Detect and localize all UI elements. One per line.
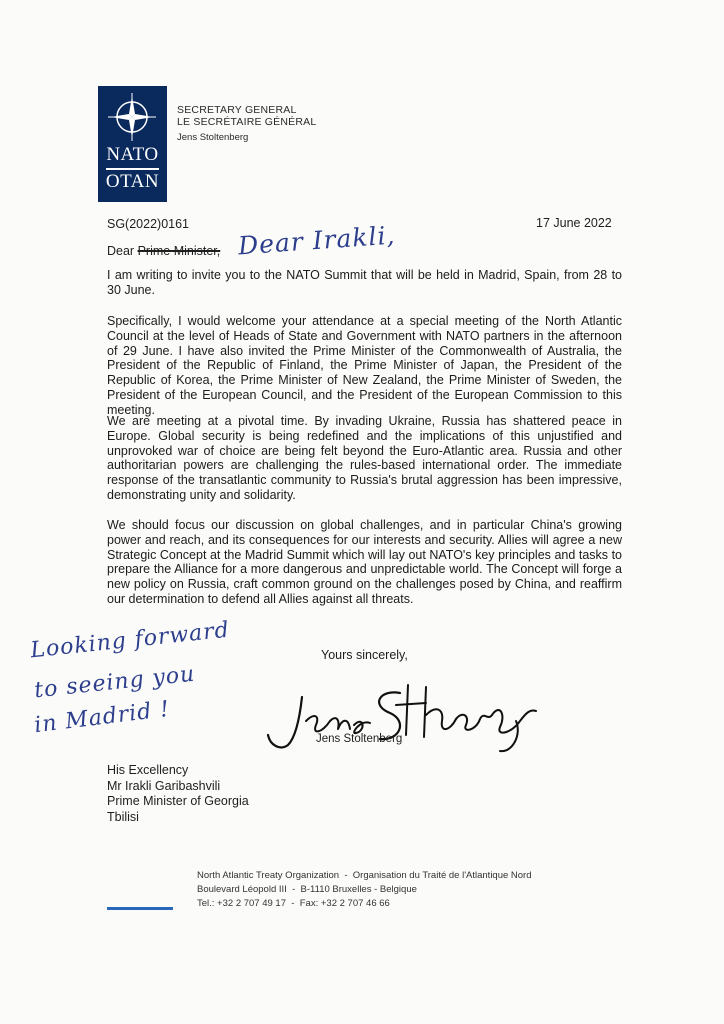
footer-tel: Tel.: +32 2 707 49 17 <box>197 897 287 909</box>
salutation-struck-text: Prime Minister, <box>137 244 221 258</box>
salutation-dear: Dear <box>107 244 135 258</box>
reference-number: SG(2022)0161 <box>107 217 190 231</box>
title-english: SECRETARY GENERAL <box>177 104 297 116</box>
letterhead-title <box>177 104 316 128</box>
footer <box>197 869 532 910</box>
addressee-line-1: His Excellency <box>107 763 189 777</box>
addressee-line-4: Tbilisi <box>107 809 139 824</box>
logo-divider <box>106 168 159 170</box>
footer-postcode: B-1110 Bruxelles - Belgique <box>300 883 417 895</box>
footer-org-french: Organisation du Traité de l'Atlantique Nord <box>352 870 532 881</box>
closing: Yours sincerely, <box>321 648 408 662</box>
logo-text-nato: NATO <box>106 144 159 165</box>
footer-accent-bar <box>107 907 173 910</box>
footer-org-line <box>197 869 532 883</box>
handwritten-note-line-2: to seeing you <box>33 661 197 704</box>
salutation <box>107 244 220 258</box>
nato-compass-star-icon <box>107 92 157 142</box>
logo-text-otan: OTAN <box>105 171 160 192</box>
footer-org-english: North Atlantic Treaty Organization <box>197 870 340 881</box>
footer-street: Boulevard Léopold III <box>197 883 287 895</box>
paragraph-3: We are meeting at a pivotal time. By invading Ukraine, Russia has shattered peace in Europe. Global security is being redefined and the implications of this unjustified and unprovoked war of choice are being felt beyond the Euro-Atlantic area. Russia and other authoritarian powers are challenging the rules-based international order. The immediate response of the transatlantic community to Russia's brutal aggression has been impressive, demonstrating unity and solidarity. <box>107 414 622 502</box>
title-french: LE SECRÉTAIRE GÉNÉRAL <box>177 116 317 128</box>
footer-separator: - <box>344 870 348 881</box>
handwritten-note-line-3: in Madrid ! <box>32 696 172 739</box>
handwritten-salutation: Dear Irakli, <box>237 220 397 261</box>
footer-separator: - <box>291 897 295 909</box>
footer-phone-line <box>197 897 532 911</box>
nato-logo <box>98 86 167 202</box>
handwritten-note-line-1: Looking forward <box>29 617 231 664</box>
paragraph-2: Specifically, I would welcome your attendance at a special meeting of the North Atlantic Council at the level of Heads of State and Government with NATO partners in the afternoon of 29 June. I have also invited the Prime Minister of the Commonwealth of Australia, the President of the Republic of Finland, the Prime Minister of Japan, the President of the Republic of Korea, the Prime Minister of New Zealand, the Prime Minister of Sweden, the President of the European Council, and the President of the European Commission to this meeting. <box>107 314 622 417</box>
footer-address-line <box>197 883 532 897</box>
signatory-name: Jens Stoltenberg <box>316 733 403 745</box>
addressee-block <box>107 763 249 825</box>
footer-fax: Fax: +32 2 707 46 66 <box>299 897 390 909</box>
paragraph-1: I am writing to invite you to the NATO Summit that will be held in Madrid, Spain, from 28 to 30 June. <box>107 268 622 297</box>
footer-separator: - <box>292 883 296 895</box>
addressee-line-3: Prime Minister of Georgia <box>107 794 249 808</box>
paragraph-4: We should focus our discussion on global challenges, and in particular China's growing power and reach, and its consequences for our interests and security. Allies will agree a new Strategic Concept at the Madrid Summit which will lay out NATO's key principles and tasks to prepare the Alliance for a more dangerous and unpredictable world. The Concept will forge a new policy on Russia, craft common ground on the challenges posed by China, and reaffirm our determination to defend all Allies against all threats. <box>107 518 622 606</box>
letter-date: 17 June 2022 <box>536 216 612 230</box>
letterhead-name: Jens Stoltenberg <box>177 132 249 143</box>
addressee-line-2: Mr Irakli Garibashvili <box>107 778 221 793</box>
